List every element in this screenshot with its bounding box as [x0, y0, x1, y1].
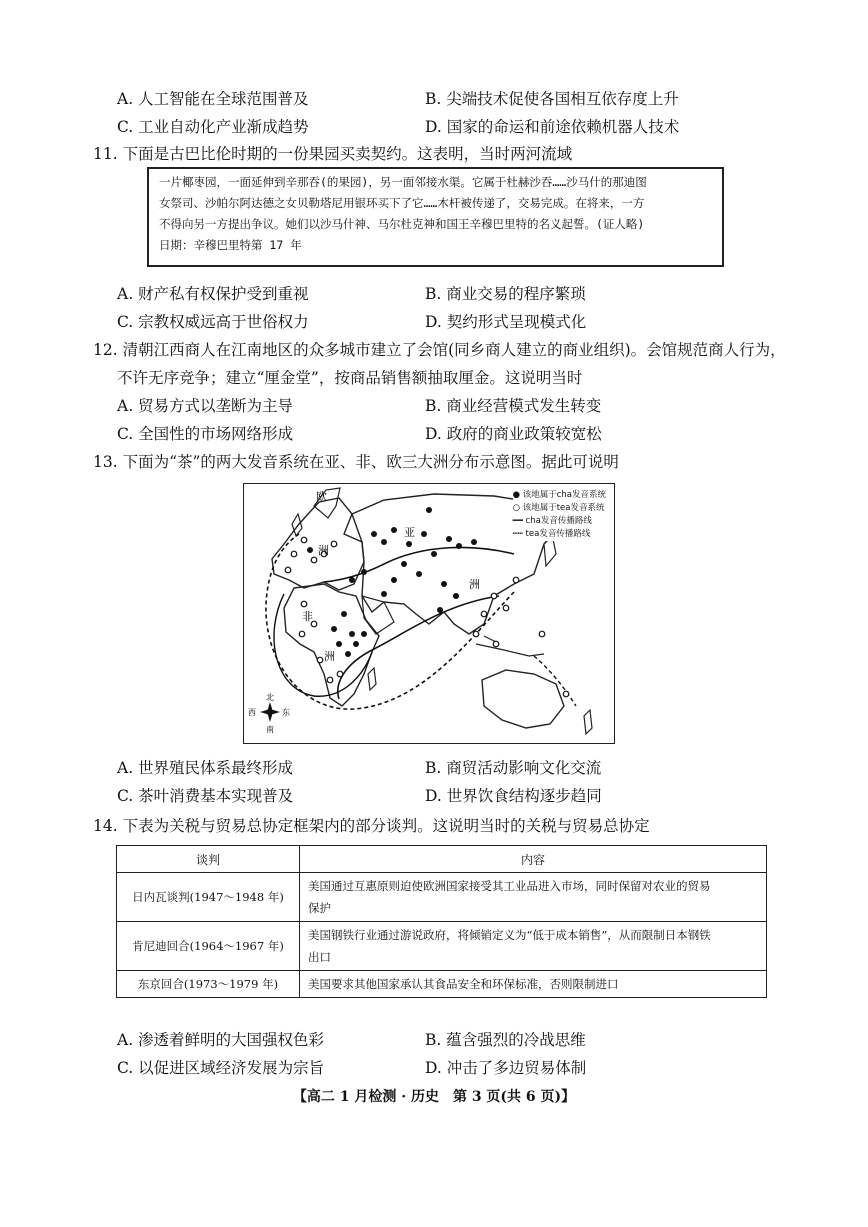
q11-option-b: B. 商业交易的程序繁琐 — [425, 285, 586, 303]
legend-cha-route-label: cha发音传播路线 — [525, 516, 592, 526]
q11-option-c: C. 宗教权威远高于世俗权力 — [117, 313, 309, 331]
label-africa-1: 非 — [302, 610, 313, 623]
compass-west: 西 — [248, 708, 256, 717]
content-line: 保护 — [308, 901, 331, 915]
table-cell-content — [300, 971, 767, 998]
q11-option-d: D. 契约形式呈现模式化 — [425, 313, 587, 331]
map-legend — [513, 489, 606, 541]
q12-option-a: A. 贸易方式以垄断为主导 — [117, 397, 294, 415]
legend-tea-point-label: 该地属于tea发音系统 — [522, 503, 605, 513]
new-zealand — [584, 710, 592, 734]
hollow-dot-icon: ○ — [512, 503, 521, 513]
q13-option-d: D. 世界饮食结构逐步趋同 — [425, 787, 602, 805]
table-cell-name: 日内瓦谈判(1947～1948 年) — [117, 873, 300, 922]
q12-stem-line1: 12. 清朝江西商人在江南地区的众多城市建立了会馆(同乡商人建立的商业组织)。会馆规范商人行为， — [93, 341, 786, 359]
label-asia-1: 亚 — [404, 526, 415, 539]
legend-cha-point — [513, 489, 606, 502]
q12-option-c: C. 全国性的市场网络形成 — [117, 425, 294, 443]
table-header-row — [117, 846, 767, 873]
q13-option-a: A. 世界殖民体系最终形成 — [117, 759, 294, 777]
contract-line: 日期：辛穆巴里特第 17 年 — [159, 238, 302, 252]
filled-dot-icon: ● — [512, 490, 521, 500]
tea-route-pacific — [534, 656, 576, 706]
q11-contract-box — [147, 167, 724, 267]
q14-stem: 14. 下表为关税与贸易总协定框架内的部分谈判。这说明当时的关税与贸易总协定 — [93, 817, 650, 835]
q13-option-c: C. 茶叶消费基本实现普及 — [117, 787, 294, 805]
label-europe-1: 欧 — [316, 490, 327, 503]
compass-south: 南 — [266, 725, 274, 734]
table-header-content: 内容 — [300, 846, 767, 873]
africa-landmass — [284, 584, 379, 706]
table-header-name: 谈判 — [117, 846, 300, 873]
q10-option-d: D. 国家的命运和前途依赖机器人技术 — [425, 118, 680, 136]
legend-cha-point-label: 该地属于cha发音系统 — [522, 490, 606, 500]
q10-option-c: C. 工业自动化产业渐成趋势 — [117, 118, 309, 136]
q11-option-a: A. 财产私有权保护受到重视 — [117, 285, 309, 303]
dashed-line-icon: ┅┅ — [512, 529, 523, 539]
content-line: 美国要求其他国家承认其食品安全和环保标准，否则限制进口 — [308, 977, 619, 991]
australia-landmass — [482, 670, 564, 728]
contract-line: 女祭司、沙帕尔阿达德之女贝勒塔尼用银环买下了它……木杆被传递了，交易完成。在将来，一方 — [159, 196, 645, 210]
q11-stem: 11. 下面是古巴比伦时期的一份果园买卖契约。这表明，当时两河流域 — [93, 145, 573, 163]
q10-option-b: B. 尖端技术促使各国相互依存度上升 — [425, 90, 679, 108]
table-cell-name: 东京回合(1973～1979 年) — [117, 971, 300, 998]
madagascar — [368, 668, 376, 690]
q14-option-c: C. 以促进区域经济发展为宗旨 — [117, 1059, 325, 1077]
q12-option-d: D. 政府的商业政策较宽松 — [425, 425, 602, 443]
table-row — [117, 873, 767, 922]
label-asia-2: 洲 — [469, 578, 480, 591]
q10-option-a: A. 人工智能在全球范围普及 — [117, 90, 309, 108]
table-cell-content — [300, 873, 767, 922]
q14-option-d: D. 冲击了多边贸易体制 — [425, 1059, 587, 1077]
compass-east: 东 — [282, 708, 290, 717]
indonesia — [476, 636, 544, 656]
contract-line: 不得向另一方提出争议。她们以沙马什神、马尔杜克神和国王辛穆巴里特的名义起誓。(证人略) — [159, 217, 645, 231]
q13-option-b: B. 商贸活动影响文化交流 — [425, 759, 602, 777]
compass-rose-icon — [248, 692, 290, 734]
q12-option-b: B. 商业经营模式发生转变 — [425, 397, 602, 415]
compass-north: 北 — [266, 693, 274, 702]
content-line: 出口 — [308, 950, 331, 964]
q14-option-a: A. 渗透着鲜明的大国强权色彩 — [117, 1031, 325, 1049]
label-africa-2: 洲 — [324, 650, 335, 663]
label-europe-2: 洲 — [318, 544, 329, 557]
table-cell-name: 肯尼迪回合(1964～1967 年) — [117, 922, 300, 971]
gatt-negotiations-table — [116, 845, 767, 998]
british-isles — [292, 514, 302, 536]
q14-option-b: B. 蕴含强烈的冷战思维 — [425, 1031, 586, 1049]
solid-line-icon: ━━ — [512, 516, 523, 526]
q12-stem-line2: 不许无序竞争；建立“厘金堂”，按商品销售额抽取厘金。这说明当时 — [117, 369, 583, 387]
content-line: 美国钢铁行业通过游说政府，将倾销定义为“低于成本销售”，从而限制日本钢铁 — [308, 928, 711, 942]
legend-cha-route — [513, 515, 606, 528]
tea-pronunciation-map — [243, 483, 615, 744]
legend-tea-route — [513, 528, 606, 541]
contract-line: 一片椰枣园，一面延伸到辛那吞(的果园)，另一面邻接水渠。它属于杜赫沙吞……沙马什的那迪图 — [159, 175, 647, 189]
table-cell-content — [300, 922, 767, 971]
content-line: 美国通过互惠原则迫使欧洲国家接受其工业品进入市场，同时保留对农业的贸易 — [308, 879, 711, 893]
q13-stem: 13. 下面为“茶”的两大发音系统在亚、非、欧三大洲分布示意图。据此可说明 — [93, 453, 619, 471]
table-row — [117, 922, 767, 971]
cha-points — [307, 507, 477, 657]
table-row — [117, 971, 767, 998]
legend-tea-point — [513, 502, 606, 515]
page-footer: 【高二 1 月检测 · 历史 第 3 页(共 6 页)】 — [292, 1089, 576, 1105]
legend-tea-route-label: tea发音传播路线 — [525, 529, 591, 539]
arabia — [362, 596, 394, 634]
